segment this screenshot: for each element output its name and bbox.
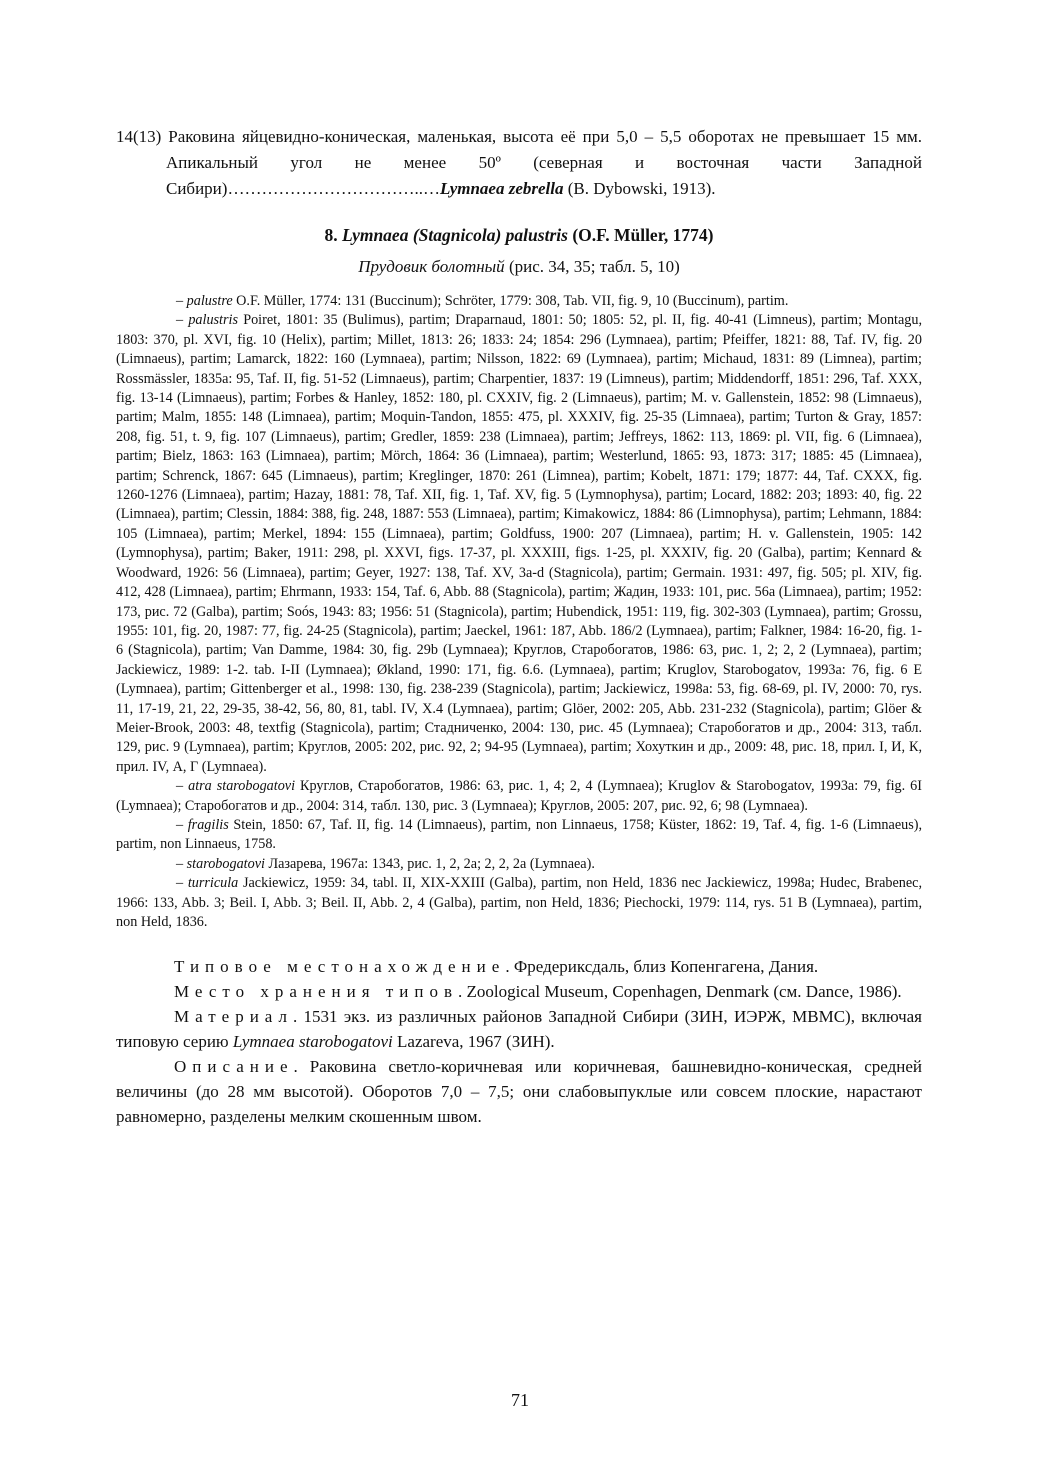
type-locality-text: . Фредериксдаль, близ Копенгагена, Дания. [505, 957, 819, 977]
synonym-entry: – palustris Poiret, 1801: 35 (Bulimus), partim; Draparnaud, 1801: 50; 1805: 52, pl. II, fig. 40-41 (Limneus), partim; Montagu, 1803: 370, pl. XVI, fig. 10 (Helix), partim; Millet, 1813: 26; 1833: 24; 1854: 296 (Lymnaea), partim; Pfeiffer, 1821: 88, Taf. IV, fig. 20 (Limnaeus), partim; Lamarck, 1822: 160 (Lymnaea), partim; Nilsson, 1822: 69 (Lymnaea), partim; Michaud, 1831: 89 (Limnea), partim; Rossmässler, 1835a: 95, Taf. II, fig. 51-52 (Limnaeus), partim; Charpentier, 1837: 19 (Limneus), partim; Middendorff, 1851: 296, Taf. XXX, fig. 13-14 (Limnaeus), partim; Forbes & Hanley, 1852: 180, pl. CXXIV, fig. 2 (Limnaeus), partim; M. v. Gallenstein, 1852: 98 (Limnaeus), partim; Malm, 1855: 148 (Limnaea), partim; Moquin-Tandon, 1855: 475, pl. XXXIV, fig. 25-35 (Limnaea), partim; Turton & Gray, 1857: 208, fig. 51, t. 9, fig. 107 (Limnaeus), partim; Gredler, 1859: 238 (Limnaea), partim; Jeffreys, 1862: 113, 1869: pl. VII, fig. 6 (Limnaea), partim; Bielz, 1863: 163 (Limnaea), partim; Mörch, 1864: 36 (Limnaea), partim; Westerlund, 1865: 93, 1873: 317; 1885: 45 (Limnaea), partim; Schrenck, 1867: 645 (Limnaeus), partim; Kreglinger, 1870: 261 (Limnea), partim; Kobelt, 1871: 179; 1877: 44, Taf. CXXX, fig. 1260-1276 (Limnaea), partim; Hazay, 1881: 78, Taf. XII, fig. 1, Taf. XV, fig. 5 (Lymnophysa), partim; Locard, 1882: 203; 1893: 40, fig. 22 (Limnaea), partim; Clessin, 1884: 388, fig. 248, 1887: 553 (Limnaea), partim; Kimakowicz, 1884: 86 (Limnophysa), partim; Lehmann, 1884: 105 (Limnaea), partim; Merkel, 1894: 155 (Limnaea), partim; Goldfuss, 1900: 207 (Limnaea), partim; H. v. Gallenstein, 1905: 142 (Lymnophysa), partim; Baker, 1911: 298, pl. XXVI, figs. 17-37, pl. XXXIII, figs. 1-25, pl. XXXIV, fig. 20 (Galba), partim; Kennard & Woodward, 1926: 56 (Limnaea), partim; Geyer, 1927: 138, Taf. XV, 3a-d (Stagnicola), partim; Germain. 1931: 497, fig. 505; pl. XIV, fig. 412, 428 (Limnaea), partim; Ehrmann, 1933: 154, Taf. 6, Abb. 88 (Stagnicola), partim; Жадин, 1933: 101, рис. 56а (Limnaea), partim; 1952: 173, рис. 72 (Galba), partim; Soós, 1943: 83; 1956: 51 (Stagnicola), partim; Hubendick, 1951: 119, fig. 302-303 (Lymnaea), partim; Grossu, 1955: 101, fig. 20, 1987: 77, fig. 24-25 (Stagnicola), partim; Jaeckel, 1961: 187, Abb. 186/2 (Lymnaea), partim; Falkner, 1984: 16-20, fig. 1-6 (Stagnicola), partim; Van Damme, 1984: 30, fig. 29b (Lymnaea); Круглов, Старобогатов, 1986: 63, рис. 1, 2; 2, 2 (Lymnaea), partim; Jackiewicz, 1989: 1-2. tab. I-II (Lymnaea); Økland, 1990: 171, fig. 6.6. (Lymnaea), partim; Kruglov, Starobogatov, 1993a: 76, fig. 6 E (Lymnaea), partim; Gittenberger et al., 1998: 130, fig. 238-239 (Stagnicola), partim; Jackiewicz, 1998a: 53, fig. 68-69, pl. IV, 2000: 70, rys. 11, 17-19, 21, 22, 29-35, 38-42, 56, 80, 81, tabl. IV, X.4 (Lymnaea), partim; Glöer, 2002: 205, Abb. 231-232 (Stagnicola), partim; Glöer & Meier-Brook, 2003: 48, textfig (Stagnicola), partim; Стадниченко, 2004: 130, рис. 45 (Lymnaea); Старобогатов и др., 2004: 313, табл. 129, рис. 9 (Lymnaea), partim; Круглов, 2005: 202, рис. 92, 2; 94-95 (Lymnaea), partim; Хохуткин и др., 2009: 48, рис. 18, прил. I, И, К, прил. IV, А, Г (Lymnaea). [116, 312, 923, 775]
key-lead-text: 14(13) Раковина яйцевидно-коническая, маленькая, высота её при 5,0 – 5,5 оборотах не превышает 15 мм. Апикальный угол не менее 50º (северная и восточная части Западной Сибири)……………………………..… [116, 127, 922, 198]
description-text: . Раковина светло-коричневая или коричневая, башневидно-коническая, средней величины (до 28 мм высотой). Оборотов 7,0 – 7,5; они слабовыпуклые или совсем плоские, нарастают равномерно, разделены мелким скошенным швом. [116, 1057, 922, 1127]
key-species-author: (B. Dybowski, 1913). [563, 179, 716, 198]
spacer [116, 932, 922, 954]
type-depository-text: . Zoological Museum, Copenhagen, Denmark (см. Dance, 1986). [457, 982, 902, 1002]
synonym-name: fragilis [187, 816, 229, 833]
species-heading [116, 222, 922, 248]
synonym-text: Круглов, Старобогатов, 1986: 63, рис. 1, 4; 2, 4 (Lymnaea); Kruglov & Starobogatov, 1993a: 79, fig. 6I (Lymnaea); Старобогатов и др., 2004: 314, табл. 130, рис. 3 (Lymnaea); Круглов, 2005: 207, рис. 92, 6; 98 (Lymnaea). [116, 778, 923, 814]
synonym-text: Jackiewicz, 1959: 34, tabl. II, XIX-XXIII (Galba), partim, non Held, 1836 nec Jackiewicz, 1998a; Hudec, Brabenec, 1966: 133, Abb. 3; Beil. I, Abb. 3; Beil. II, Abb. 2, 4 (Galba), partim, non Held, 1836; Piechocki, 1979: 114, rys. 51 B (Lymnaea), partim, non Held, 1836. [116, 875, 922, 930]
synonym-text: Poiret, 1801: 35 (Bulimus), partim; Draparnaud, 1801: 50; 1805: 52, pl. II, fig. 40-41 (Limneus), partim; Montagu, 1803: 370, pl. XVI, fig. 10 (Helix), partim; Millet, 1813: 26; 1833: 24; 1854: 296 (Lymnaea), partim; Pfeiffer, 1821: 88, Taf. IV, fig. 20 (Limnaeus), partim; Lamarck, 1822: 160 (Lymnaea), partim; Nilsson, 1822: 69 (Lymnaea), partim; Michaud, 1831: 89 (Limnea), partim; Rossmässler, 1835a: 95, Taf. II, fig. 51-52 (Limnaeus), partim; Charpentier, 1837: 19 (Limneus), partim; Middendorff, 1851: 296, Taf. XXX, fig. 13-14 (Limnaeus), partim; Forbes & Hanley, 1852: 180, pl. CXXIV, fig. 2 (Limnaeus), partim; M. v. Gallenstein, 1852: 98 (Limnaeus), partim; Malm, 1855: 148 (Limnaea), partim; Moquin-Tandon, 1855: 475, pl. XXXIV, fig. 25-35 (Limnaea), partim; Turton & Gray, 1857: 208, fig. 51, t. 9, fig. 107 (Limnaeus), partim; Gredler, 1859: 238 (Limnaea), partim; Jeffreys, 1862: 113, 1869: pl. VII, fig. 6 (Limnaea), partim; Bielz, 1863: 163 (Limnaea), partim; Mörch, 1864: 36 (Limnaea), partim; Westerlund, 1865: 93, 1873: 317; 1885: 45 (Limnaea), partim; Schrenck, 1867: 645 (Limnaeus), partim; Kreglinger, 1870: 261 (Limnea), partim; Kobelt, 1871: 179; 1877: 44, Taf. CXXX, fig. 1260-1276 (Limnaea), partim; Hazay, 1881: 78, Taf. XII, fig. 1, Taf. XV, fig. 5 (Lymnophysa), partim; Locard, 1882: 203; 1893: 40, fig. 22 (Limnaea), partim; Clessin, 1884: 388, fig. 248, 1887: 553 (Limnaea), partim; Kimakowicz, 1884: 86 (Limnophysa), partim; Lehmann, 1884: 105 (Limnaea), partim; Merkel, 1894: 155 (Limnaea), partim; Goldfuss, 1900: 207 (Limnaea), partim; H. v. Gallenstein, 1905: 142 (Lymnophysa), partim; Baker, 1911: 298, pl. XXVI, figs. 17-37, pl. XXXIII, figs. 1-25, pl. XXXIV, fig. 20 (Galba), partim; Kennard & Woodward, 1926: 56 (Limnaea), partim; Geyer, 1927: 138, Taf. XV, 3a-d (Stagnicola), partim; Germain. 1931: 497, fig. 505; pl. XIV, fig. 412, 428 (Limnaea), partim; Ehrmann, 1933: 154, Taf. 6, Abb. 88 (Stagnicola), partim; Жадин, 1933: 101, рис. 56а (Limnaea), partim; 1952: 173, рис. 72 (Galba), partim; Soós, 1943: 83; 1956: 51 (Stagnicola), partim; Hubendick, 1951: 119, fig. 302-303 (Lymnaea), partim; Grossu, 1955: 101, fig. 20, 1987: 77, fig. 24-25 (Stagnicola), partim; Jaeckel, 1961: 187, Abb. 186/2 (Lymnaea), partim; Falkner, 1984: 16-20, fig. 1-6 (Stagnicola), partim; Van Damme, 1984: 30, fig. 29b (Lymnaea); Круглов, Старобогатов, 1986: 63, рис. 1, 2; 2, 2 (Lymnaea), partim; Jackiewicz, 1989: 1-2. tab. I-II (Lymnaea); Økland, 1990: 171, fig. 6.6. (Lymnaea), partim; Kruglov, Starobogatov, 1993a: 76, fig. 6 E (Lymnaea), partim; Gittenberger et al., 1998: 130, fig. 238-239 (Stagnicola), partim; Jackiewicz, 1998a: 53, fig. 68-69, pl. IV, 2000: 70, rys. 11, 17-19, 21, 22, 29-35, 38-42, 56, 80, 81, tabl. IV, X.4 (Lymnaea), partim; Glöer, 2002: 205, Abb. 231-232 (Stagnicola), partim; Glöer & Meier-Brook, 2003: 48, textfig (Stagnicola), partim; Стадниченко, 2004: 130, рис. 45 (Lymnaea); Старобогатов и др., 2004: 313, табл. 129, рис. 9 (Lymnaea), partim; Круглов, 2005: 202, рис. 92, 2; 94-95 (Lymnaea), partim; Хохуткин и др., 2009: 48, рис. 18, прил. I, И, К, прил. IV, А, Г (Lymnaea). [116, 312, 923, 775]
species-author: (O.F. Müller, 1774) [567, 225, 714, 245]
material-paragraph [116, 1004, 922, 1054]
material-species: Lymnaea starobogatovi [232, 1032, 393, 1052]
figure-refs: (рис. 34, 35; табл. 5, 10) [504, 257, 680, 276]
synonym-name: atra starobogatovi [188, 778, 296, 795]
synonym-text: Лазарева, 1967a: 1343, рис. 1, 2, 2a; 2, 2, 2a (Lymnaea). [264, 855, 595, 872]
species-name: Lymnaea (Stagnicola) palustris [342, 225, 568, 245]
material-text-a: . 1531 экз. из различных районов Западной Сибири (ЗИН, ИЭРЖ, МВМС), включая типовую серию [116, 1007, 922, 1052]
synonym-name: palustris [188, 312, 238, 329]
common-name: Прудовик болотный [358, 257, 505, 276]
type-locality-paragraph [116, 954, 922, 979]
type-depository-heading: Место хранения типов [174, 982, 458, 1002]
key-species-name: Lymnaea zebrella [439, 179, 564, 198]
synonym-entry: – fragilis Stein, 1850: 67, Taf. II, fig. 14 (Limnaeus), partim, non Linnaeus, 1758; Küster, 1862: 19, Taf. 4, fig. 1-6 (Limnaeus), partim, non Linnaeus, 1758. [116, 816, 922, 853]
synonym-name: starobogatovi [186, 855, 265, 872]
description-paragraph [116, 1054, 922, 1129]
type-depository-paragraph [116, 979, 922, 1004]
identification-key-entry [116, 124, 922, 202]
material-heading: Материал [174, 1007, 293, 1027]
synonym-entry: – starobogatovi Лазарева, 1967a: 1343, рис. 1, 2, 2a; 2, 2, 2a (Lymnaea). [176, 855, 595, 872]
synonym-entry: – turricula Jackiewicz, 1959: 34, tabl. II, XIX-XXIII (Galba), partim, non Held, 1836 nec Jackiewicz, 1998a; Hudec, Brabenec, 1966: 133, Abb. 3; Beil. I, Abb. 3; Beil. II, Abb. 2, 4 (Galba), partim, non Held, 1836; Piechocki, 1979: 114, rys. 51 B (Lymnaea), partim, non Held, 1836. [116, 875, 922, 930]
synonym-name: turricula [187, 875, 239, 892]
synonym-name: palustre [186, 293, 233, 309]
synonym-text: Stein, 1850: 67, Taf. II, fig. 14 (Limnaeus), partim, non Linnaeus, 1758; Küster, 1862: 19, Taf. 4, fig. 1-6 (Limnaeus), partim, non Linnaeus, 1758. [116, 816, 922, 853]
synonymy-list [116, 292, 922, 932]
description-heading: Описание [174, 1057, 294, 1077]
type-locality-heading: Типовое местонахождение [174, 957, 506, 977]
page-number: 71 [511, 1390, 529, 1410]
species-subheading [116, 254, 922, 280]
species-number: 8. [324, 225, 343, 245]
material-text-b: Lazareva, 1967 (ЗИН). [392, 1032, 555, 1052]
page-body [116, 124, 922, 1129]
synonym-entry: – palustre O.F. Müller, 1774: 131 (Buccinum); Schröter, 1779: 308, Tab. VII, fig. 9, 10 (Buccinum), partim. [176, 293, 789, 309]
synonym-entry: – atra starobogatovi Круглов, Старобогатов, 1986: 63, рис. 1, 4; 2, 4 (Lymnaea); Kruglov & Starobogatov, 1993a: 79, fig. 6I (Lymnaea); Старобогатов и др., 2004: 314, табл. 130, рис. 3 (Lymnaea); Круглов, 2005: 207, рис. 92, 6; 98 (Lymnaea). [116, 778, 923, 814]
synonym-text: O.F. Müller, 1774: 131 (Buccinum); Schröter, 1779: 308, Tab. VII, fig. 9, 10 (Buccinum), partim. [232, 293, 789, 309]
